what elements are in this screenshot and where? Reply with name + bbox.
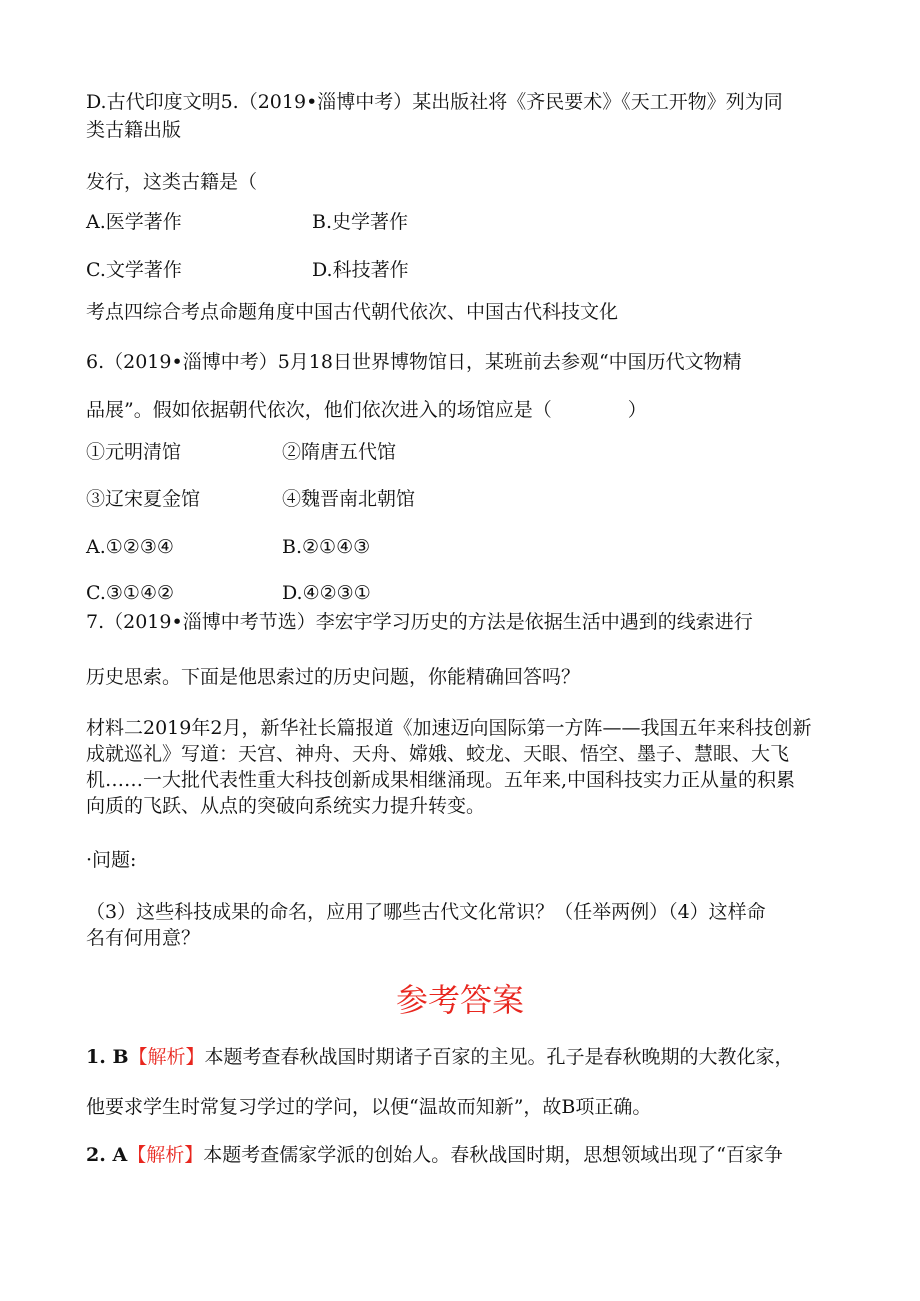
q7-line1: 7.（2019•淄博中考节选）李宏宇学习历史的方法是依据生活中遇到的线索进行 <box>86 611 753 633</box>
q6-line2: 品展”。假如依据朝代依次，他们依次进入的场馆应是（ ） <box>86 399 647 421</box>
q6-option-c: C.③①④② <box>86 582 175 604</box>
q5-line1: D.古代印度文明5.（2019•淄博中考）某出版社将《齐民要术》《天工开物》列为同 <box>86 91 783 113</box>
q6-item4: ④魏晋南北朝馆 <box>282 488 416 510</box>
q5-option-b: B.史学著作 <box>312 211 409 233</box>
q5-option-d: D.科技著作 <box>312 259 409 281</box>
q5-option-c: C.文学著作 <box>86 259 182 281</box>
answer-2-tag: 【解析】 <box>127 1144 204 1166</box>
q5-option-a: A.医学著作 <box>86 211 182 233</box>
answer-1-text: 本题考查春秋战国时期诸子百家的主见。孔子是春秋晚期的大教化家， <box>204 1046 794 1068</box>
answer-1 <box>86 1045 794 1069</box>
q6-item2: ②隋唐五代馆 <box>282 441 397 463</box>
q6-option-d: D.④②③① <box>282 582 371 604</box>
q7-material-line1: 材料二2019年2月，新华社长篇报道《加速迈向国际第一方阵——我国五年来科技创新 <box>86 717 812 739</box>
answer-1-number: 1. B <box>86 1046 129 1068</box>
q6-option-b: B.②①④③ <box>282 536 371 558</box>
q6-line1: 6.（2019•淄博中考）5月18日世界博物馆日，某班前去参观“中国历代文物精 <box>86 351 742 373</box>
point4-heading: 考点四综合考点命题角度中国古代朝代依次、中国古代科技文化 <box>86 301 619 323</box>
q5-line3: 发行，这类古籍是（ <box>86 171 258 193</box>
q7-ask-line1: （3）这些科技成果的命名，应用了哪些古代文化常识？（任举两例）（4）这样命 <box>86 901 766 923</box>
answer-2-number: 2. A <box>86 1144 128 1166</box>
q7-line2: 历史思索。下面是他思索过的历史问题，你能精确回答吗？ <box>86 666 581 688</box>
answer-1-tag: 【解析】 <box>128 1046 205 1068</box>
answer-2-text: 本题考查儒家学派的创始人。春秋战国时期，思想领域出现了“百家争 <box>203 1144 783 1166</box>
q7-material-line3: 机……一大批代表性重大科技创新成果相继涌现。五年来,中国科技实力正从量的积累 <box>86 769 796 791</box>
answer-1-line2: 他要求学生时常复习学过的学问，以便“温故而知新”，故B项正确。 <box>86 1096 652 1118</box>
q7-material-line2: 成就巡礼》写道：天宫、神舟、天舟、嫦娥、蛟龙、天眼、悟空、墨子、慧眼、大飞 <box>86 743 790 765</box>
q6-option-a: A.①②③④ <box>86 536 174 558</box>
q7-ask-line2: 名有何用意？ <box>86 927 201 949</box>
answer-2 <box>86 1143 783 1167</box>
q7-material-line4: 向质的飞跃、从点的突破向系统实力提升转变。 <box>86 795 486 817</box>
answer-title: 参考答案 <box>395 981 524 1019</box>
q6-item1: ①元明清馆 <box>86 441 182 463</box>
q5-line2: 类古籍出版 <box>86 119 182 141</box>
q6-item3: ③辽宋夏金馆 <box>86 488 201 510</box>
q7-question-label: ·问题: <box>86 849 137 871</box>
